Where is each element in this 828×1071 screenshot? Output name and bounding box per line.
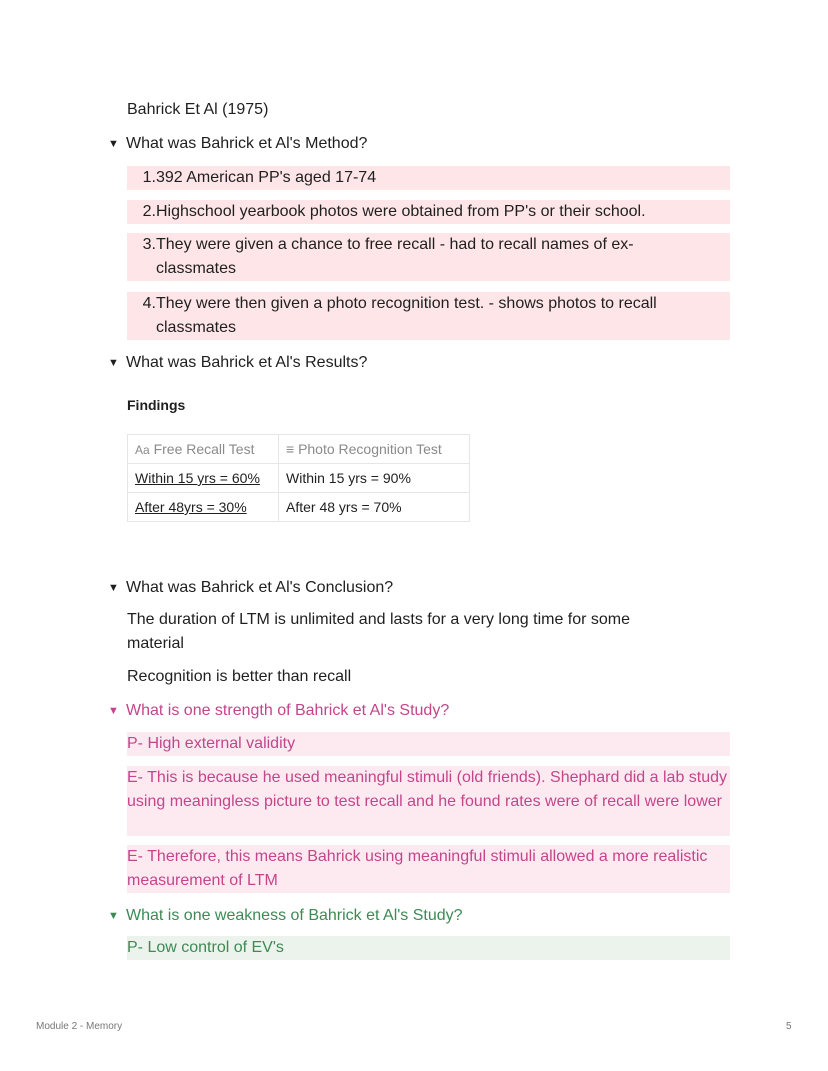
list-number: 1. bbox=[142, 169, 156, 186]
list-property-icon: ≡ bbox=[286, 441, 295, 457]
strength-explanation: E- Therefore, this means Bahrick using meaningful stimuli allowed a more realistic measurement of LTM bbox=[127, 845, 730, 893]
list-number: 4. bbox=[142, 295, 156, 312]
table-cell: After 48 yrs = 70% bbox=[279, 493, 470, 522]
table-cell-link[interactable]: Within 15 yrs = 60% bbox=[128, 464, 279, 493]
triangle-down-icon[interactable]: ▼ bbox=[108, 705, 119, 717]
column-header[interactable] bbox=[279, 435, 470, 464]
list-number: 2. bbox=[142, 203, 156, 220]
paragraph: Recognition is better than recall bbox=[127, 668, 352, 685]
list-item bbox=[127, 292, 730, 340]
triangle-down-icon[interactable]: ▼ bbox=[108, 138, 119, 150]
list-text: Highschool yearbook photos were obtained from PP's or their school. bbox=[156, 203, 646, 220]
column-header[interactable] bbox=[128, 435, 279, 464]
text-property-icon: Aa bbox=[135, 443, 150, 457]
triangle-down-icon[interactable]: ▼ bbox=[108, 357, 119, 369]
paragraph: The duration of LTM is unlimited and lasts for a very long time for some material bbox=[127, 611, 631, 652]
toggle-heading: What was Bahrick et Al's Results? bbox=[126, 354, 368, 371]
toggle-conclusion[interactable] bbox=[108, 576, 393, 600]
findings-heading: Findings bbox=[127, 397, 186, 413]
table-cell-link[interactable]: After 48yrs = 30% bbox=[128, 493, 279, 522]
list-text: They were then given a photo recognition test. - shows photos to recall classmates bbox=[156, 295, 657, 336]
toggle-heading: What was Bahrick et Al's Conclusion? bbox=[126, 579, 394, 596]
table-cell: Within 15 yrs = 90% bbox=[279, 464, 470, 493]
triangle-down-icon[interactable]: ▼ bbox=[108, 582, 119, 594]
list-item bbox=[127, 233, 730, 281]
footer-title: Module 2 - Memory bbox=[36, 1021, 123, 1032]
triangle-down-icon[interactable]: ▼ bbox=[108, 910, 119, 922]
toggle-weakness[interactable] bbox=[108, 904, 463, 928]
toggle-heading: What is one strength of Bahrick et Al's Study? bbox=[126, 702, 450, 719]
toggle-heading: What was Bahrick et Al's Method? bbox=[126, 135, 368, 152]
findings-table bbox=[127, 434, 470, 522]
list-item bbox=[127, 200, 730, 224]
toggle-method[interactable] bbox=[108, 132, 367, 156]
toggle-results[interactable] bbox=[108, 351, 367, 375]
table-row bbox=[128, 493, 470, 522]
weakness-point: P- Low control of EV's bbox=[127, 936, 730, 960]
strength-point: P- High external validity bbox=[127, 732, 730, 756]
list-item bbox=[127, 166, 730, 190]
column-label: Free Recall Test bbox=[153, 441, 255, 457]
strength-explanation: E- This is because he used meaningful stimuli (old friends). Shephard did a lab study using meaningless picture to test recall and he found rates were of recall were lower bbox=[127, 766, 730, 836]
page-number: 5 bbox=[786, 1021, 792, 1032]
list-text: They were given a chance to free recall - had to recall names of ex-classmates bbox=[156, 236, 634, 277]
table-row bbox=[128, 464, 470, 493]
list-text: 392 American PP's aged 17-74 bbox=[156, 169, 377, 186]
toggle-heading: What is one weakness of Bahrick et Al's Study? bbox=[126, 907, 463, 924]
page-title: Bahrick Et Al (1975) bbox=[127, 101, 269, 118]
column-label: Photo Recognition Test bbox=[298, 441, 442, 457]
table-header-row bbox=[128, 435, 470, 464]
toggle-strength[interactable] bbox=[108, 699, 449, 723]
list-number: 3. bbox=[142, 236, 156, 253]
